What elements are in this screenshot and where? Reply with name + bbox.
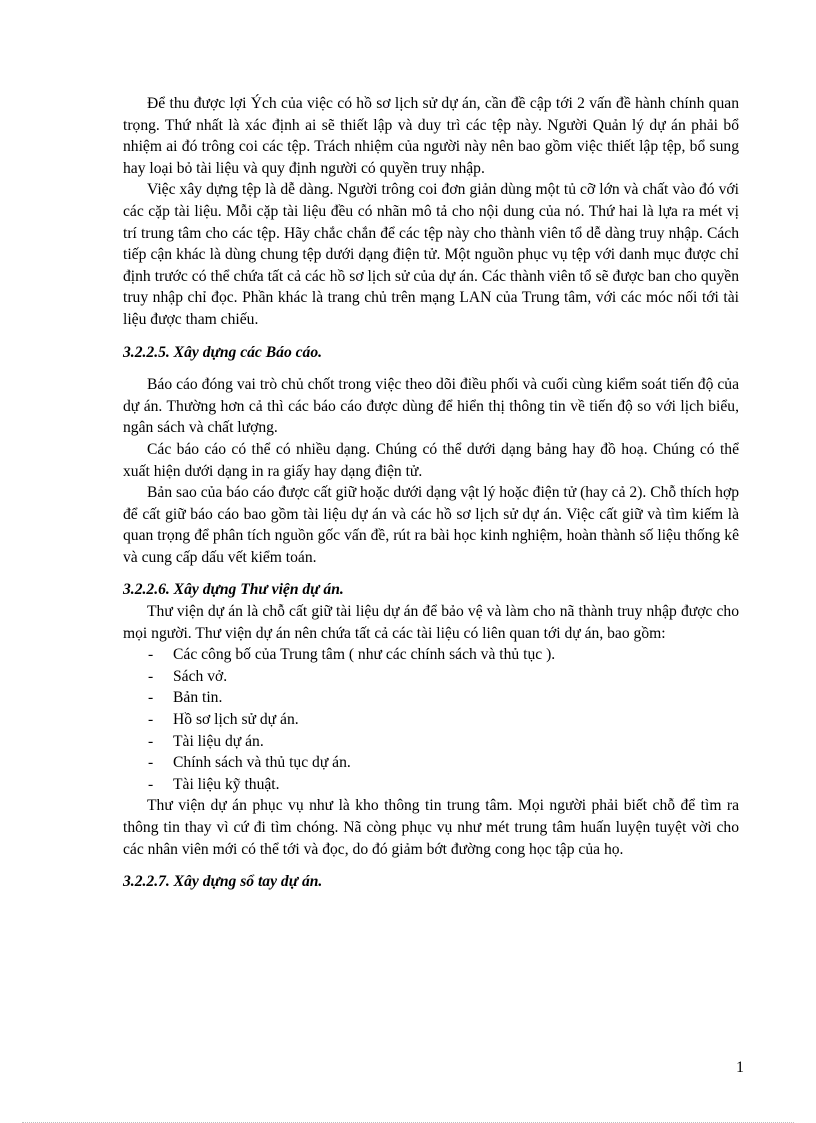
dash-bullet: - [148, 689, 154, 707]
list-item-text: Bản tin. [173, 689, 223, 707]
page-number: 1 [736, 1059, 744, 1076]
dash-bullet: - [148, 732, 154, 750]
dash-bullet: - [148, 646, 154, 664]
dash-bullet: - [148, 754, 154, 772]
section-heading-3-2-2-5: 3.2.2.5. Xây dựng các Báo cáo. [123, 343, 323, 361]
dash-bullet: - [148, 775, 154, 793]
list-item-text: Sách vở. [173, 667, 228, 685]
reports-paragraph-2: Các báo cáo có thể có nhiều dạng. Chúng có thể dưới dạng bảng hay đồ hoạ. Chúng có thể xuất hiện dưới dạng in ra giấy hay dạng điện tử. [123, 440, 739, 480]
list-item [123, 709, 739, 731]
library-contents-list [123, 644, 739, 795]
list-item-text: Tài liệu kỹ thuật. [173, 775, 280, 793]
reports-paragraph-1: Báo cáo đóng vai trò chủ chốt trong việc theo dõi điều phối và cuối cùng kiểm soát tiến độ của dự án. Thường hơn cả thì các báo cáo được dùng để hiển thị thông tin về tiến độ so với lịch biểu, ngân sách và chất lượng. [123, 376, 739, 437]
list-item-text: Hồ sơ lịch sử dự án. [173, 711, 299, 729]
document-page [123, 93, 739, 893]
dash-bullet: - [148, 667, 154, 685]
list-item [123, 644, 739, 666]
dash-bullet: - [148, 711, 154, 729]
list-item-text: Tài liệu dự án. [173, 732, 264, 750]
list-item-text: Chính sách và thủ tục dự án. [173, 754, 351, 772]
intro-paragraph-2: Việc xây dựng tệp là dễ dàng. Người trông coi đơn giản dùng một tủ cỡ lớn và chất vào đó với các cặp tài liệu. Mỗi cặp tài liệu đều có nhãn mô tả cho nội dung của nó. Thứ hai là lựa ra mét vị trí trung tâm cho các tệp. Hãy chắc chắn để các tệp này cho thành viên tổ dễ dàng truy nhập. Cách tiếp cận khác là dùng chung tệp dưới dạng điện tử. Một nguồn phục vụ tệp với danh mục được chỉ định trước có thể chứa tất cả các hồ sơ lịch sử của dự án. Các thành viên tổ sẽ được ban cho quyền truy nhập chỉ đọc. Phần khác là trang chủ trên mạng LAN của Trung tâm, với các móc nối tới tài liệu được tham chiếu. [123, 181, 739, 328]
library-closing-paragraph: Thư viện dự án phục vụ như là kho thông tin trung tâm. Mọi người phải biết chỗ để tìm ra thông tin thay vì cứ đi tìm chóng. Nã còng phục vụ như mét trung tâm huấn luyện tuyệt vời cho các nhân viên mới có thể tới và đọc, do đó giảm bớt đường cong học tập của họ. [123, 797, 739, 858]
list-item [123, 687, 739, 709]
section-heading-3-2-2-7: 3.2.2.7. Xây dựng sổ tay dự án. [123, 873, 323, 891]
reports-paragraph-3: Bản sao của báo cáo được cất giữ hoặc dưới dạng vật lý hoặc điện tử (hay cả 2). Chỗ thích hợp để cất giữ báo cáo bao gồm tài liệu dự án và các hồ sơ lịch sử dự án. Việc cất giữ và tìm kiếm là quan trọng để phân tích nguồn gốc vấn đề, rút ra bài học kinh nghiệm, hoàn thành số liệu thống kê và cung cấp dấu vết kiểm toán. [123, 484, 740, 566]
list-item [123, 774, 739, 796]
list-item [123, 752, 739, 774]
list-item [123, 731, 739, 753]
list-item [123, 666, 739, 688]
list-item-text: Các công bố của Trung tâm ( như các chính sách và thủ tục ). [173, 646, 556, 664]
intro-paragraph-1: Để thu được lợi Ých của việc có hồ sơ lịch sử dự án, cần đề cập tới 2 vấn đề hành chính quan trọng. Thứ nhất là xác định ai sẽ thiết lập và duy trì các tệp này. Người Quản lý dự án phải bổ nhiệm ai đó trông coi các tệp. Trách nhiệm của người này nên bao gồm việc thiết lập tệp, bổ sung hay loại bỏ tài liệu và quy định người có quyền truy nhập. [123, 95, 739, 177]
library-intro-paragraph: Thư viện dự án là chỗ cất giữ tài liệu dự án để bảo vệ và làm cho nã thành truy nhập được cho mọi người. Thư viện dự án nên chứa tất cả các tài liệu có liên quan tới dự án, bao gồm: [123, 603, 739, 642]
section-heading-3-2-2-6: 3.2.2.6. Xây dựng Thư viện dự án. [123, 581, 344, 599]
